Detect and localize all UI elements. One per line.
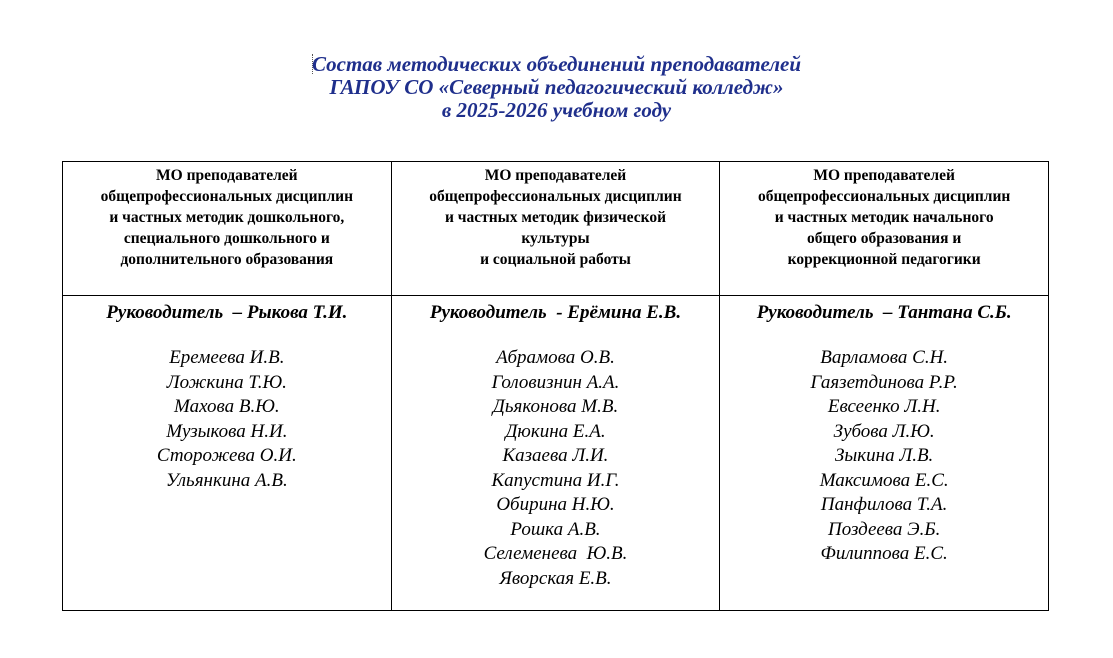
methodical-associations-table bbox=[62, 161, 1049, 611]
member-list bbox=[392, 346, 720, 591]
member-item: Гаязетдинова Р.Р. bbox=[810, 371, 958, 393]
header-line: и частных методик начального bbox=[774, 209, 994, 226]
member-item: Варламова С.Н. bbox=[820, 347, 949, 368]
member-item: Махова В.Ю. bbox=[174, 396, 280, 417]
column-header-physical-culture bbox=[391, 162, 720, 296]
header-line: общего образования и bbox=[807, 230, 962, 247]
table-body-row bbox=[63, 296, 1049, 611]
member-item: Казаева Л.И. bbox=[502, 445, 609, 466]
header-line: дополнительного образования bbox=[120, 251, 334, 268]
member-item: Капустина И.Г. bbox=[491, 469, 620, 491]
column-body-primary-education bbox=[720, 296, 1049, 611]
member-item: Дюкина Е.А. bbox=[505, 420, 606, 442]
member-item: Рошка А.В. bbox=[510, 518, 601, 540]
member-item: Поздеева Э.Б. bbox=[827, 518, 941, 540]
leader-name: Руководитель – Тантана С.Б. bbox=[756, 302, 1012, 323]
member-item: Яворская Е.В. bbox=[499, 567, 612, 589]
member-item: Дьяконова М.В. bbox=[492, 396, 619, 417]
leader-name: Руководитель - Ерёмина Е.В. bbox=[429, 302, 682, 323]
member-item: Зыкина Л.В. bbox=[835, 445, 934, 466]
header-line: и частных методик физической bbox=[444, 209, 667, 226]
title-line-1: Состав методических объединений преподавателей bbox=[311, 52, 802, 76]
column-header-primary-education bbox=[720, 162, 1049, 296]
member-item: Еремеева И.В. bbox=[169, 347, 285, 368]
member-item: Селеменева Ю.В. bbox=[483, 543, 628, 564]
member-item: Ульянкина А.В. bbox=[165, 469, 288, 491]
title-line-2: ГАПОУ СО «Северный педагогический колледж» bbox=[329, 75, 784, 99]
member-item: Обирина Н.Ю. bbox=[496, 494, 615, 515]
header-line: МО преподавателей bbox=[156, 167, 298, 184]
column-body-preschool bbox=[63, 296, 392, 611]
header-line: коррекционной педагогики bbox=[787, 251, 981, 268]
column-header-preschool bbox=[63, 162, 392, 296]
member-item: Евсеенко Л.Н. bbox=[827, 396, 941, 417]
member-item: Сторожева О.И. bbox=[156, 445, 297, 466]
member-item: Филиппова Е.С. bbox=[820, 543, 948, 564]
header-line: специального дошкольного и bbox=[123, 230, 330, 247]
member-item: Зубова Л.Ю. bbox=[833, 420, 935, 442]
member-list bbox=[720, 346, 1048, 567]
leader-name: Руководитель – Рыкова Т.И. bbox=[106, 302, 348, 323]
header-line: МО преподавателей bbox=[484, 167, 627, 184]
header-line: и частных методик дошкольного, bbox=[109, 209, 345, 226]
member-item: Головизнин А.А. bbox=[491, 371, 620, 393]
member-list bbox=[63, 346, 391, 493]
member-item: Максимова Е.С. bbox=[819, 469, 949, 491]
member-item: Панфилова Т.А. bbox=[820, 494, 948, 515]
member-item: Музыкова Н.И. bbox=[166, 420, 288, 442]
header-line: общепрофессиональных дисциплин bbox=[757, 188, 1011, 205]
table-header-row bbox=[63, 162, 1049, 296]
header-line: и социальной работы bbox=[480, 251, 631, 268]
document-title bbox=[0, 53, 1113, 122]
header-line: общепрофессиональных дисциплин bbox=[429, 188, 682, 205]
member-item: Ложкина Т.Ю. bbox=[166, 371, 287, 393]
member-item: Абрамова О.В. bbox=[496, 347, 615, 368]
title-line-3: в 2025-2026 учебном году bbox=[441, 98, 672, 122]
header-line: культуры bbox=[521, 230, 590, 247]
header-line: общепрофессиональных дисциплин bbox=[100, 188, 354, 205]
column-body-physical-culture bbox=[391, 296, 720, 611]
header-line: МО преподавателей bbox=[813, 167, 955, 184]
